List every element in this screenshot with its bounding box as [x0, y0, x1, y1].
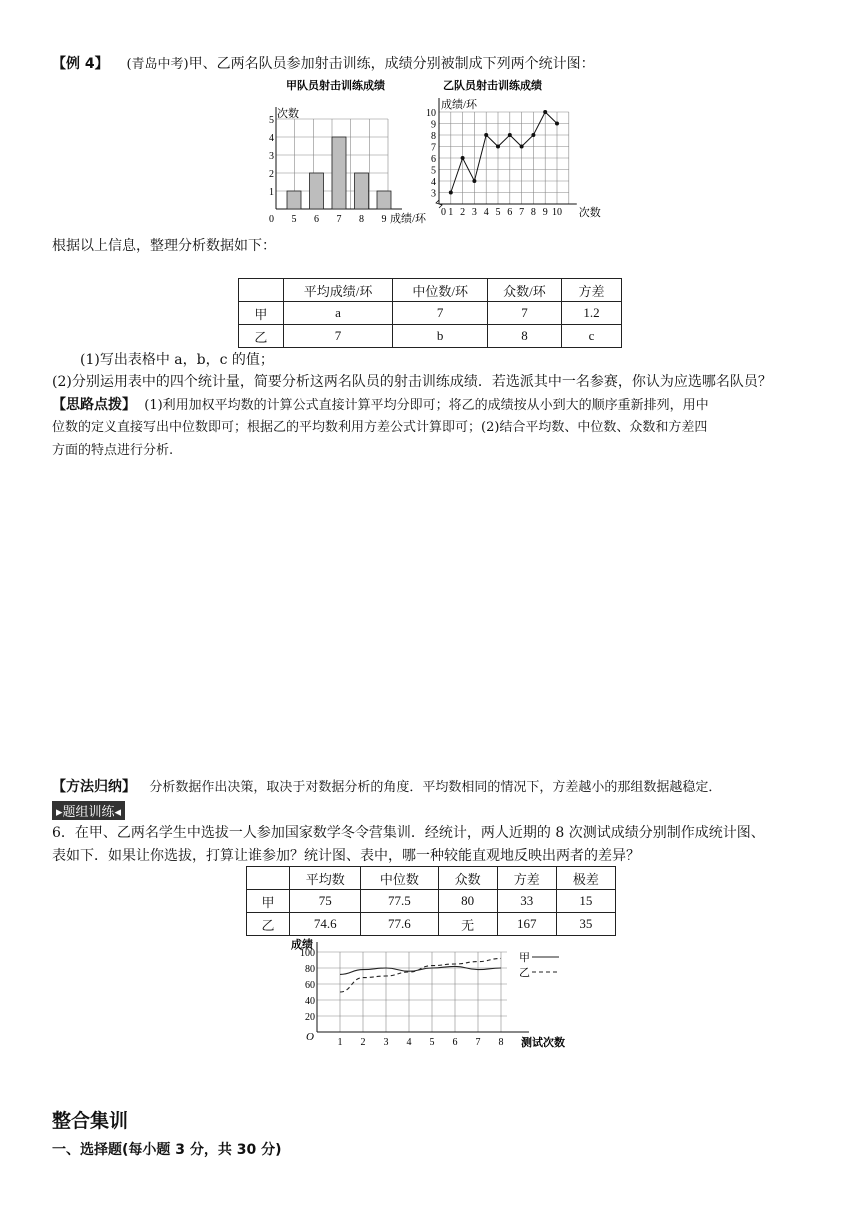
x-tick-label: 5 [495, 207, 501, 218]
data-point [484, 133, 488, 137]
table-cell: 方差 [497, 867, 556, 890]
table-cell: 7 [487, 302, 561, 325]
table-cell: 7 [393, 302, 487, 325]
y-tick-label: 100 [300, 948, 315, 959]
table-cell: 77.5 [361, 890, 438, 913]
x-tick-label: 9 [542, 207, 548, 218]
bar [355, 173, 369, 209]
table-cell: 77.6 [361, 913, 438, 936]
drill-badge-box: ▸题组训练◂ [52, 801, 125, 820]
y-axis-label: 成绩/环 [441, 99, 478, 111]
y-axis-label: 成绩 [291, 939, 313, 951]
x-tick-label: 4 [483, 207, 489, 218]
table-cell [239, 279, 284, 302]
y-tick-label: 4 [269, 133, 274, 144]
x-tick-label: 1 [448, 207, 454, 218]
x-tick-label: 5 [429, 1037, 435, 1048]
data-point [555, 122, 559, 126]
table-cell: 中位数 [361, 867, 438, 890]
y-tick-label: 40 [305, 996, 315, 1007]
drill-badge [52, 801, 125, 820]
after-charts-text: 根据以上信息，整理分析数据如下： [52, 238, 276, 254]
table-row [239, 302, 622, 325]
y-tick-label: 6 [431, 154, 436, 165]
hint-line-3: 方面的特点进行分析. [52, 443, 174, 458]
data-point [508, 133, 512, 137]
x-tick-label: 2 [460, 207, 466, 218]
example-tag: 【例 4】 [52, 56, 109, 72]
example-source: (青岛中考) [126, 57, 189, 72]
x-tick-label: 8 [530, 207, 536, 218]
y-tick-label: 1 [269, 187, 274, 198]
x-axis-label: 次数 [578, 207, 601, 219]
problem6-line-1: 6．在甲、乙两名学生中选拔一人参加国家数学冬令营集训．经统计，两人近期的 8 次测试成绩分别制作成统计图、 [52, 825, 765, 841]
legend-label: 乙 [519, 967, 530, 979]
hint-text-1: (1)利用加权平均数的计算公式直接计算平均分即可；将乙的成绩按从小到大的顺序重新排列，用中 [144, 398, 709, 413]
bar [287, 191, 301, 209]
x-tick-label: 4 [406, 1037, 412, 1048]
table-cell: b [393, 325, 487, 348]
hint-line-1 [52, 395, 709, 416]
data-point [543, 110, 547, 114]
y-tick-label: 3 [431, 188, 436, 200]
section-subtitle: 一、选择题(每小题 3 分，共 30 分) [52, 1142, 282, 1158]
bar [377, 191, 391, 209]
table-cell: 75 [290, 890, 361, 913]
table-cell: 15 [556, 890, 615, 913]
table-cell: a [283, 302, 393, 325]
table-cell [247, 867, 290, 890]
y-tick-label: 60 [305, 980, 315, 991]
bar-chart-title: 甲队员射击训练成绩 [286, 80, 385, 92]
bar-chart-jia [258, 76, 430, 226]
stats-table-2 [246, 866, 616, 936]
series-line-yi [340, 958, 501, 992]
method-summary [52, 777, 721, 798]
problem6-line-2: 表如下．如果让你选拔，打算让谁参加？统计图、表中，哪一种较能直观地反映出两者的差异？ [52, 848, 640, 864]
hint-line-2: 位数的定义直接写出中位数即可；根据乙的平均数利用方差公式计算即可；(2)结合平均数、中位数、众数和方差四 [52, 420, 708, 435]
data-point [496, 145, 500, 149]
method-tag: 【方法归纳】 [52, 779, 136, 795]
y-tick-label: 5 [431, 165, 436, 177]
hint-tag: 【思路点拨】 [52, 397, 136, 413]
origin-label: 0 [269, 214, 274, 225]
data-point [472, 179, 476, 183]
table-cell: 80 [438, 890, 497, 913]
table-cell: 甲 [247, 890, 290, 913]
table-row [247, 890, 616, 913]
data-point [449, 191, 453, 195]
series-line-jia [340, 966, 501, 974]
example-text: 甲、乙两名队员参加射击训练，成绩分别被制成下列两个统计图： [188, 56, 595, 72]
x-tick-label: 9 [381, 214, 387, 225]
bar [332, 137, 346, 209]
drill-label: 题组训练 [62, 805, 115, 820]
x-axis-label: 测试次数 [521, 1037, 565, 1049]
table-cell: 中位数/环 [393, 279, 487, 302]
table-row [247, 867, 616, 890]
x-tick-label: 3 [383, 1037, 389, 1048]
data-point [461, 156, 465, 160]
table-cell: 众数 [438, 867, 497, 890]
table-cell: 众数/环 [487, 279, 561, 302]
score-line-chart [280, 936, 580, 1056]
series-line [451, 112, 557, 193]
table-cell: 甲 [239, 302, 284, 325]
table-cell: 乙 [239, 325, 284, 348]
question-2: (2)分别运用表中的四个统计量，简要分析这两名队员的射击训练成绩．若选派其中一名参赛，你认为应选哪名队员？ [52, 374, 772, 390]
x-tick-label: 6 [507, 207, 513, 218]
legend-label: 甲 [519, 952, 530, 964]
x-tick-label: 7 [336, 214, 342, 225]
line-chart-yi [425, 76, 610, 226]
table-cell: c [562, 325, 622, 348]
y-tick-label: 20 [305, 1012, 315, 1023]
x-tick-label: 7 [475, 1037, 481, 1048]
y-tick-label: 3 [269, 151, 274, 162]
example-heading [52, 54, 595, 75]
y-tick-label: 8 [431, 131, 436, 142]
y-tick-label: 80 [305, 964, 315, 975]
x-tick-label: 8 [359, 214, 364, 225]
data-point [531, 133, 535, 137]
table-cell: 33 [497, 890, 556, 913]
table-cell: 平均数 [290, 867, 361, 890]
table-cell: 167 [497, 913, 556, 936]
y-tick-label: 4 [431, 177, 436, 188]
y-tick-label: 2 [269, 169, 274, 180]
x-tick-label: 8 [498, 1037, 504, 1048]
table-row [247, 913, 616, 936]
table-cell: 平均成绩/环 [283, 279, 393, 302]
y-axis-label: 次数 [277, 108, 299, 120]
table-cell: 8 [487, 325, 561, 348]
x-tick-label: 6 [314, 214, 319, 225]
x-tick-label: 6 [452, 1037, 458, 1048]
method-text: 分析数据作出决策，取决于对数据分析的角度．平均数相同的情况下，方差越小的那组数据越稳定． [149, 780, 722, 795]
x-tick-label: 7 [519, 207, 525, 218]
stats-table-1 [238, 278, 622, 348]
table-cell: 极差 [556, 867, 615, 890]
x-tick-label: 3 [471, 207, 477, 218]
x-tick-label: 2 [360, 1037, 366, 1048]
data-point [520, 145, 524, 149]
y-tick-label: 9 [431, 119, 436, 131]
x-tick-label: 1 [337, 1037, 343, 1048]
question-1: (1)写出表格中 a，b，c 的值； [80, 352, 274, 368]
table-cell: 1.2 [562, 302, 622, 325]
table-cell: 无 [438, 913, 497, 936]
table-row [239, 325, 622, 348]
table-cell: 74.6 [290, 913, 361, 936]
table-cell: 方差 [562, 279, 622, 302]
y-tick-label: 5 [269, 115, 274, 126]
section-title: 整合集训 [52, 1110, 129, 1132]
origin-label: 0 [441, 207, 446, 218]
table-cell: 7 [283, 325, 393, 348]
line-chart-title: 乙队员射击训练成绩 [443, 80, 542, 92]
y-tick-label: 10 [426, 108, 436, 119]
table-cell: 乙 [247, 913, 290, 936]
y-tick-label: 7 [431, 142, 436, 154]
x-tick-label: 10 [552, 207, 562, 218]
table-row [239, 279, 622, 302]
x-tick-label: 5 [291, 214, 297, 225]
x-axis-label: 成绩/环 [390, 213, 427, 225]
bar [310, 173, 324, 209]
origin-label: O [306, 1031, 314, 1043]
table-cell: 35 [556, 913, 615, 936]
